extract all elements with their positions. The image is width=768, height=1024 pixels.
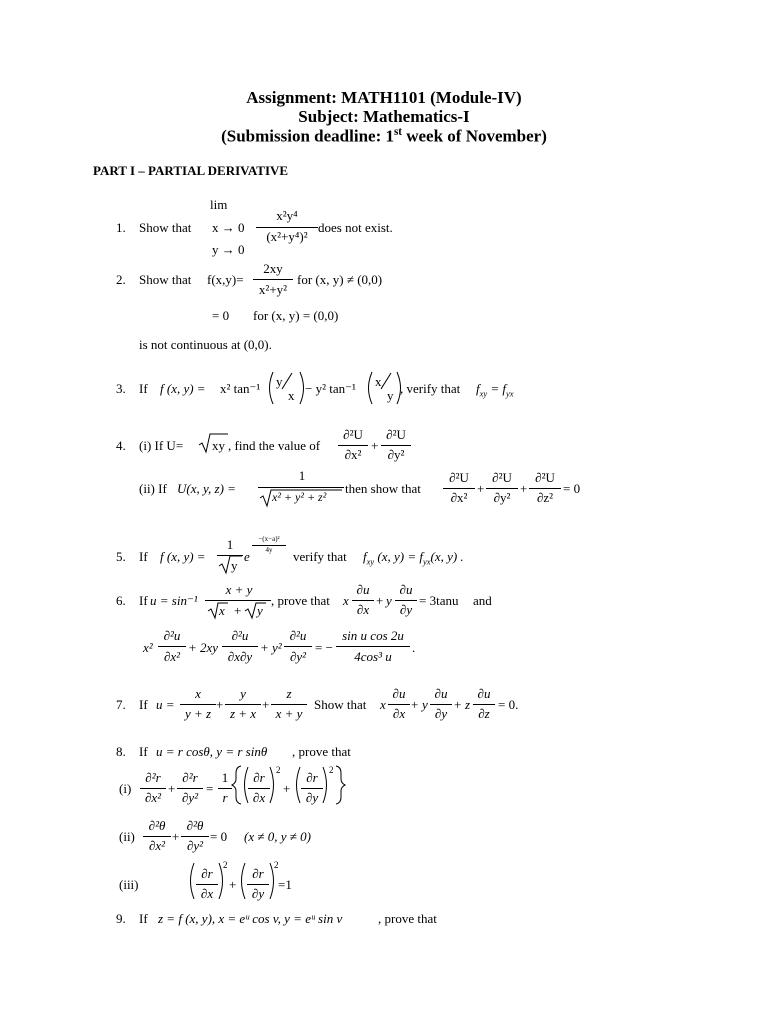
q2-lead: Show that [139, 272, 192, 287]
q3-equals: = [490, 381, 500, 396]
q7-du3: ∂u [477, 686, 491, 701]
q7-lead: If [139, 697, 148, 712]
q7-bar2 [225, 704, 261, 705]
q8-number: 8. [116, 744, 126, 759]
q1-cond-x: x → 0 [212, 220, 245, 235]
q8-ii-plus: + [172, 829, 180, 844]
q1-fraction-bar [256, 227, 318, 228]
q6-l2-t1d: ∂x² [163, 649, 181, 664]
subject-title: Subject: Mathematics-I [298, 107, 470, 126]
q8-iii-p2d: ∂y [251, 886, 265, 901]
q8-i-p1d: ∂x [252, 790, 266, 805]
q8-i-p2d: ∂y [305, 790, 319, 805]
q1-cond-y: y → 0 [212, 242, 245, 257]
q8-ii-bar1 [143, 836, 171, 837]
q5-number: 5. [116, 549, 126, 564]
q1-number: 1. [116, 220, 126, 235]
q1-numerator: x²y⁴ [276, 208, 298, 223]
q2-case1: for (x, y) ≠ (0,0) [297, 272, 383, 287]
q6-l2-rbar [336, 646, 410, 647]
q7-f3n: z [286, 686, 292, 701]
q3-frac2-den: y [387, 388, 394, 403]
q5-lead: If [139, 549, 148, 564]
q6-frac-bar [205, 600, 271, 601]
q7-dx: ∂x [392, 706, 406, 721]
q8-iii-p1bar [196, 884, 218, 885]
q6-l2-rd: 4cos³ u [354, 649, 392, 664]
q8-i-plus: + [168, 781, 176, 796]
q7-dbar1 [388, 704, 410, 705]
q6-frac-den-plus: + [234, 603, 242, 618]
q6-y: y [386, 593, 392, 608]
q4-number: 4. [116, 438, 126, 453]
q7-dy: ∂y [434, 706, 448, 721]
q6-prove: , prove that [271, 593, 330, 608]
q8-i-bar1 [140, 788, 166, 789]
deadline-sup: st [393, 126, 402, 138]
q4ii-fraction-bar [258, 487, 344, 488]
q7-plus1: + [216, 697, 224, 712]
q4ii-e1-bar [443, 488, 475, 489]
q6-number: 6. [116, 593, 126, 608]
q8-i-p1n: ∂r [253, 770, 265, 785]
q3-f-right: f [502, 381, 507, 396]
q6-l2-t1n: ∂²u [163, 628, 181, 643]
q3-sub-right: yx [506, 388, 514, 399]
q7-plus4: + [454, 697, 462, 712]
q8-i-label: (i) [119, 781, 132, 796]
q3-fxy [476, 381, 514, 399]
q5-e: e [244, 549, 250, 564]
q6-frac-num: x + y [225, 582, 253, 597]
q8-ii-t2d: ∂y² [186, 838, 204, 853]
q2-fdef: f(x,y)= [207, 272, 244, 287]
q4ii-e3-num: ∂²U [535, 470, 555, 485]
q8-i-t1d: ∂x² [144, 790, 162, 805]
q3-slash2 [381, 373, 391, 389]
submission-deadline [0, 126, 768, 147]
q7-f3d: x + y [275, 706, 303, 721]
q2-case2-value: = 0 [212, 308, 230, 323]
q1-tail: does not exist. [318, 220, 393, 235]
q9-text: z = f (x, y), x = eᵘ cos v, y = eᵘ sin v [158, 911, 343, 926]
q8-i-rparen1 [270, 767, 274, 803]
q8-iii-rparen1 [219, 863, 223, 899]
q5-tail: verify that [293, 549, 347, 564]
q5-exp-den: 4y [265, 546, 273, 554]
q5-s2: yx [422, 556, 431, 567]
q6-l2-t2n: ∂²u [231, 628, 249, 643]
q7-x: x [380, 697, 386, 712]
q8-iii-lparen1 [191, 863, 195, 899]
q8-i-fn: 1 [221, 770, 229, 785]
q8-iii-plus: + [229, 877, 237, 892]
q4ii-lead: (ii) If [139, 481, 167, 496]
q7-dbar2 [430, 704, 452, 705]
q4i-d2-bar [381, 445, 411, 446]
q8-cond: u = r cosθ, y = r sinθ [156, 744, 268, 759]
q6-dx: ∂x [356, 602, 370, 617]
q7-f1d: y + z [184, 706, 212, 721]
q2-tail: is not continuous at (0,0). [139, 337, 272, 352]
q6-l2-p1: + 2xy [188, 640, 219, 655]
q3-term1: x² tan⁻¹ [220, 381, 261, 396]
q4ii-e1-num: ∂²U [449, 470, 469, 485]
q4i-d2-den: ∂y² [387, 447, 405, 462]
q2-fraction-bar [253, 279, 293, 280]
q4ii-plus1: + [477, 481, 485, 496]
q2-numerator: 2xy [263, 261, 283, 276]
q6-l2-t2d: ∂x∂y [227, 649, 253, 664]
q8-i-t2n: ∂²r [182, 770, 198, 785]
q8-iii-label: (iii) [119, 877, 139, 892]
q5-s1: xy [366, 556, 375, 567]
q6-l2-bar1 [158, 646, 186, 647]
q5-exp-num: −(x−a)² [258, 535, 280, 543]
q4i-lead: (i) If U= [139, 438, 184, 453]
q6-l2-eq: = − [315, 640, 333, 655]
q6-plus: + [376, 593, 384, 608]
q1-lim: lim [210, 197, 228, 212]
q6-du1: ∂u [356, 582, 370, 597]
q8-i-p2n: ∂r [306, 770, 318, 785]
q6-l2-t3n: ∂²u [289, 628, 307, 643]
q1-denominator: (x²+y⁴)² [266, 229, 308, 244]
q7-du1: ∂u [392, 686, 406, 701]
q7-number: 7. [116, 697, 126, 712]
q3-slash1 [282, 373, 292, 389]
q8-i-p1bar [248, 788, 270, 789]
q5-f2: f [419, 549, 423, 564]
q6-l2-bar2 [222, 646, 258, 647]
q8-iii-p2bar [247, 884, 269, 885]
q3-number: 3. [116, 381, 126, 396]
q7-z: z [465, 697, 471, 712]
q8-iii-lparen2 [242, 863, 246, 899]
q6-dy: ∂y [399, 602, 413, 617]
q7-plus3: + [411, 697, 419, 712]
q7-y: y [422, 697, 428, 712]
q6-frac-den-y: y [257, 603, 263, 618]
q8-ii-t2n: ∂²θ [186, 818, 204, 833]
q8-i-plus2: + [283, 781, 291, 796]
q6-l2-p2: + y² [260, 640, 282, 655]
q7-bar1 [180, 704, 216, 705]
q8-i-rbrace [336, 766, 345, 804]
q7-f1n: x [195, 686, 201, 701]
q6-rhs: = 3tanu [419, 593, 459, 608]
q4ii-plus2: + [520, 481, 528, 496]
q8-ii-eq: = 0 [210, 829, 228, 844]
q4ii-e3-bar [529, 488, 561, 489]
q5-eq [363, 549, 464, 567]
q3-frac1-den: x [288, 388, 295, 403]
q5-f1: f [363, 549, 367, 564]
q8-i-bar2 [177, 788, 203, 789]
q6-bar2 [395, 600, 417, 601]
q6-radical-x [208, 603, 228, 618]
q3-minus-term: − y² tan⁻¹ [305, 381, 356, 396]
q2-denominator: x²+y² [258, 282, 288, 297]
q3-function: f (x, y) = [160, 381, 206, 396]
q8-iii-p1n: ∂r [201, 866, 213, 881]
q8-iii-sq2: 2 [274, 860, 279, 870]
q5-fraction-bar [217, 555, 243, 556]
q6-bar1 [352, 600, 374, 601]
q6-l2-rn: sin u cos 2u [342, 628, 404, 643]
q8-i-rparen2 [323, 767, 327, 803]
q8-ii-t1n: ∂²θ [148, 818, 166, 833]
q5-num: 1 [226, 537, 234, 552]
q8-ii-cond: (x ≠ 0, y ≠ 0) [244, 829, 311, 844]
part-heading: PART I – PARTIAL DERIVATIVE [93, 163, 289, 178]
q4i-radicand: xy [212, 438, 225, 453]
q4ii-mid: then show that [345, 481, 421, 496]
q8-ii-label: (ii) [119, 829, 135, 844]
q3-sub-left: xy [479, 388, 488, 399]
q6-du2: ∂u [399, 582, 413, 597]
q6-u: u = sin⁻¹ [150, 593, 198, 608]
q4ii-func: U(x, y, z) = [177, 481, 236, 496]
q8-i-eq: = [206, 781, 214, 796]
q5-end: (x, y) . [430, 549, 464, 564]
q4i-d1-bar [338, 445, 368, 446]
assignment-title: Assignment: MATH1101 (Module-IV) [246, 88, 522, 107]
q8-i-t2d: ∂y² [181, 790, 199, 805]
q7-plus2: + [262, 697, 270, 712]
q8-i-t1n: ∂²r [145, 770, 161, 785]
q4ii-e1-den: ∂x² [450, 490, 468, 505]
q5-radicand: y [231, 558, 238, 573]
q9-tail: , prove that [378, 911, 437, 926]
q8-ii-bar2 [181, 836, 209, 837]
q8-i-fbar [218, 788, 232, 789]
q9-lead: If [139, 911, 148, 926]
q3-tail: , verify that [400, 381, 461, 396]
q8-lead: If [139, 744, 148, 759]
q6-l2-t3d: ∂y² [289, 649, 307, 664]
q3-lparen2 [369, 372, 373, 404]
q3-lparen1 [270, 372, 274, 404]
q7-u: u = [156, 697, 175, 712]
deadline-post: week of November) [401, 126, 547, 146]
q8-iii-sq1: 2 [223, 860, 228, 870]
q8-iii-rparen2 [270, 863, 274, 899]
q8-i-fd: r [222, 790, 228, 805]
q6-l2-bar3 [284, 646, 312, 647]
q3-rparen1 [300, 372, 304, 404]
q7-dz: ∂z [478, 706, 490, 721]
q7-rhs: = 0. [498, 697, 519, 712]
q5-function: f (x, y) = [160, 549, 206, 564]
q8-iii-p2n: ∂r [252, 866, 264, 881]
q8-i-sq2: 2 [329, 765, 334, 775]
q6-and: and [473, 593, 492, 608]
q3-f-left: f [476, 381, 480, 396]
q8-i-lparen2 [297, 767, 301, 803]
q1-lead: Show that [139, 220, 192, 235]
q4ii-e2-bar [486, 488, 518, 489]
q4i-plus: + [371, 438, 379, 453]
q3-frac1-num: y [276, 374, 283, 389]
q8-i-lbrace [232, 766, 241, 804]
q6-x: x [343, 593, 349, 608]
q6-l2-x2: x² [143, 640, 153, 655]
q6-frac-den-x: x [219, 603, 225, 618]
q2-number: 2. [116, 272, 126, 287]
q5-mid: (x, y) = [377, 549, 417, 564]
q6-lead: If [139, 593, 148, 608]
q4i-d1-num: ∂²U [343, 427, 363, 442]
q2-case2: for (x, y) = (0,0) [253, 308, 339, 323]
q7-bar3 [271, 704, 307, 705]
q8-tail: , prove that [292, 744, 351, 759]
q8-i-sq1: 2 [276, 765, 281, 775]
q8-iii-p1d: ∂x [200, 886, 214, 901]
q4ii-e2-num: ∂²U [492, 470, 512, 485]
q4i-mid: , find the value of [228, 438, 321, 453]
q3-lead: If [139, 381, 148, 396]
q4ii-e3-den: ∂z² [536, 490, 554, 505]
q4i-d2-num: ∂²U [386, 427, 406, 442]
q7-f2d: z + x [229, 706, 257, 721]
q7-du2: ∂u [434, 686, 448, 701]
q4ii-radicand: x² + y² + z² [272, 490, 327, 504]
q9-number: 9. [116, 911, 126, 926]
q4ii-num: 1 [298, 468, 306, 483]
q4ii-tail: = 0 [563, 481, 581, 496]
q4i-d1-den: ∂x² [344, 447, 362, 462]
q7-dbar3 [473, 704, 495, 705]
q6-l2-end: . [412, 640, 416, 655]
q8-iii-eq: =1 [278, 877, 292, 892]
q7-f2n: y [240, 686, 246, 701]
q8-i-p2bar [301, 788, 323, 789]
q3-frac2-num: x [375, 374, 382, 389]
deadline-pre: (Submission deadline: 1 [221, 126, 394, 146]
q4ii-e2-den: ∂y² [493, 490, 511, 505]
q7-show: Show that [314, 697, 367, 712]
q8-ii-t1d: ∂x² [148, 838, 166, 853]
